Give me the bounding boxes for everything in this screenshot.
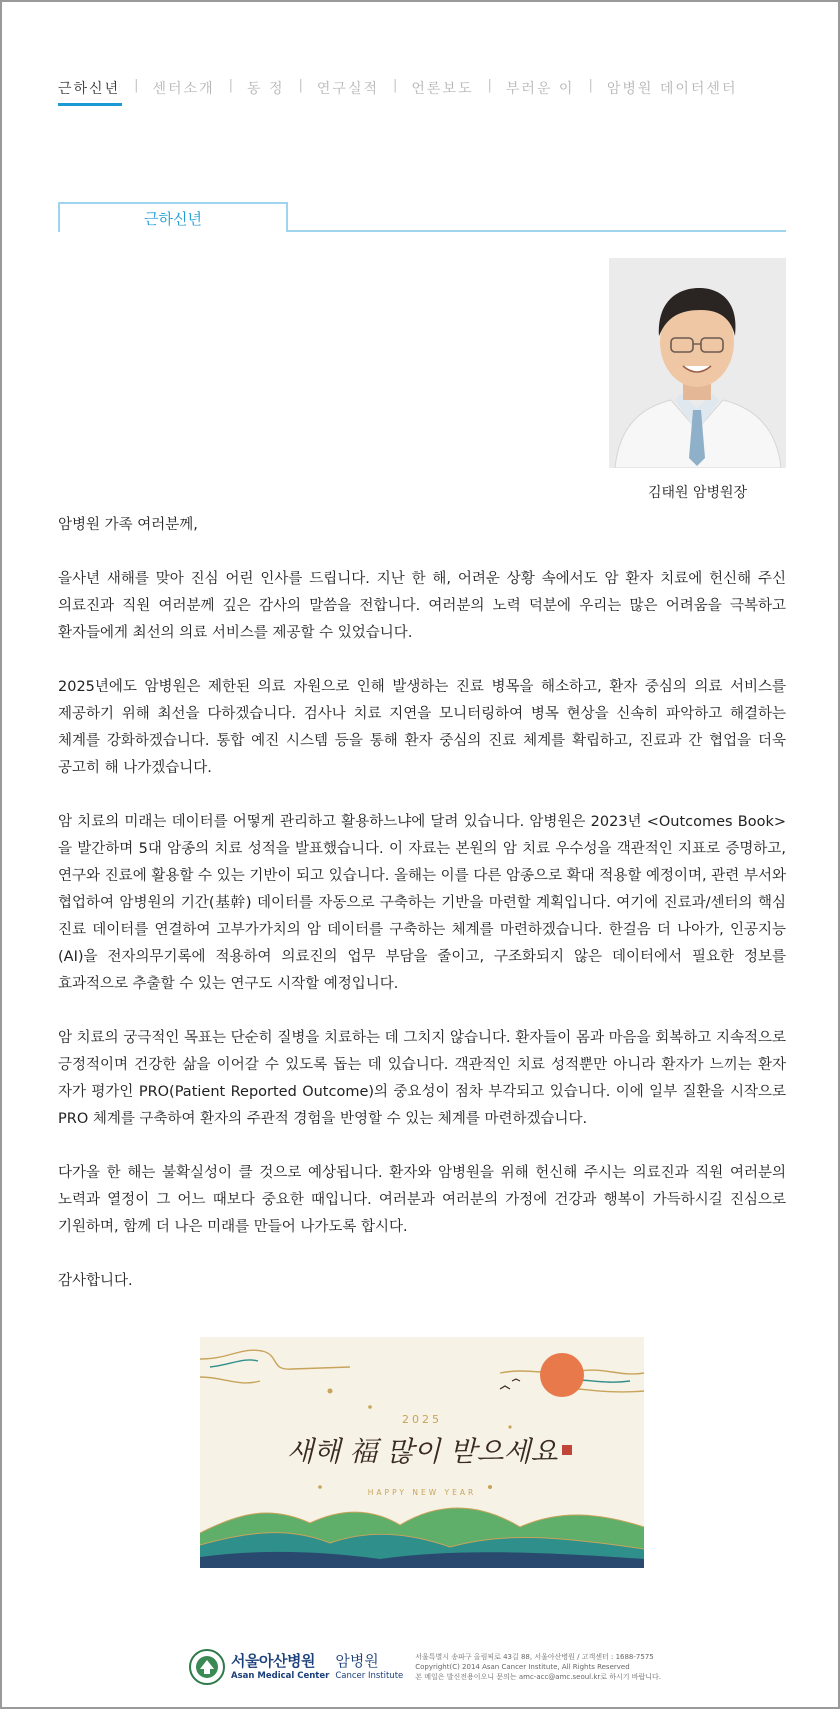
letter-paragraph: 암 치료의 미래는 데이터를 어떻게 관리하고 활용하느냐에 달려 있습니다. 암병원은 2023년 <Outcomes Book>을 발간하며 5대 암종의 치료 성적을 발표했습니다. 이 자료는 본원의 암 치료 우수성을 객관적인 지표로 증명하고, 연구와 진료에 활용할 수 있는 기반이 되고 있습니다. 올해는 이를 다른 암종으로 확대 적용할 예정이며, 관련 부서와 협업하여 암병원의 기간(基幹) 데이터를 자동으로 구축하는 기반을 마련할 계획입니다. 여기에 진료과/센터의 핵심 진료 데이터를 연결하여 고부가가치의 암 데이터를 구축하는 체계를 마련하겠습니다. 한걸음 더 나아가, 인공지능(AI)을 전자의무기록에 적용하여 의료진의 업무 부담을 줄이고, 구조화되지 않은 데이터에서 필요한 정보를 효과적으로 추출할 수 있는 연구도 시작할 예정입니다. [58,814,786,992]
nav-separator: | [134,78,139,93]
top-navigation [58,78,788,108]
nav-item-6[interactable]: 암병원 데이터센터 [606,81,738,97]
brand-name-ko: 서울아산병원 [231,1651,315,1670]
nav-item-1[interactable]: 센터소개 [152,81,215,97]
hospital-logo-icon [189,1649,225,1685]
sun-icon [540,1353,584,1397]
letter-body [58,512,786,1322]
letter-paragraph: 2025년에도 암병원은 제한된 의료 자원으로 인해 발생하는 진료 병목을 해소하고, 환자 중심의 의료 서비스를 제공하기 위해 최선을 다하겠습니다. 검사나 치료 지연을 모니터링하여 병목 현상을 신속히 파악하고 해결하는 체계를 강화하겠습니다. 통합 예진 시스템 등을 통해 환자 중심의 진료 체계를 확립하고, 진료과 간 협업을 더욱 공고히 해 나가겠습니다. [58,679,786,776]
nav-item-2[interactable]: 동 정 [247,81,285,97]
footer [189,1647,661,1687]
brand-name [231,1651,330,1681]
letter-paragraph: 암 치료의 궁극적인 목표는 단순히 질병을 치료하는 데 그치지 않습니다. 환자들이 몸과 마음을 회복하고 지속적으로 긍정적이며 건강한 삶을 이어갈 수 있도록 돕는 데 있습니다. 객관적인 치료 성적뿐만 아니라 환자가 느끼는 환자 자가 평가인 PRO(Patient Reported Outcome)의 중요성이 점차 부각되고 있습니다. 이에 일부 질환을 시작으로 PRO 체계를 구축하여 환자의 주관적 경험을 반영할 수 있는 체계를 마련하겠습니다. [58,1030,786,1127]
brand-name-en: Asan Medical Center [231,1670,330,1681]
letter-closing: 감사합니다. [58,1273,133,1289]
institute-name-en: Cancer Institute [335,1670,404,1681]
card-greeting: 새해 福 많이 받으세요 [286,1435,558,1468]
institute-name-ko: 암병원 [335,1651,379,1670]
letter-greeting: 암병원 가족 여러분께, [58,517,198,533]
nav-item-5[interactable]: 부러운 이 [505,81,575,97]
letter-paragraph: 을사년 새해를 맞아 진심 어린 인사를 드립니다. 지난 한 해, 어려운 상황 속에서도 암 환자 치료에 헌신해 주신 의료진과 직원 여러분께 깊은 감사의 말씀을 전합니다. 여러분의 노력 덕분에 우리는 많은 어려움을 극복하고 환자들에게 최선의 의료 서비스를 제공할 수 있었습니다. [58,571,786,641]
nav-separator: | [298,78,303,93]
portrait-caption: 김태원 암병원장 [647,485,748,501]
footer-info [415,1652,661,1682]
card-subtitle: HAPPY NEW YEAR [367,1488,477,1497]
director-portrait [609,258,786,468]
footer-copyright: Copyright(C) 2014 Asan Cancer Institute, All Rights Reserved [415,1663,630,1671]
section-title: 근하신년 [58,202,288,232]
nav-item-4[interactable]: 언론보도 [411,81,474,97]
footer-address: 서울특별시 송파구 올림픽로 43길 88, 서울아산병원 / 고객센터 : 1688-7575 [415,1653,654,1661]
nav-separator: | [393,78,398,93]
footer-notice: 본 메일은 발신전용이오니 문의는 amc-acc@amc.seoul.kr로 하시기 바랍니다. [415,1673,662,1681]
nav-item-3[interactable]: 연구실적 [316,81,379,97]
nav-separator: | [487,78,492,93]
nav-separator: | [228,78,233,93]
institute-name [335,1651,404,1681]
letter-paragraph: 다가올 한 해는 불확실성이 클 것으로 예상됩니다. 환자와 암병원을 위해 헌신해 주시는 의료진과 직원 여러분의 노력과 열정이 그 어느 때보다 중요한 때입니다. 여러분과 여러분의 가정에 건강과 행복이 가득하시길 진심으로 기원하며, 함께 더 나은 미래를 만들어 나가도록 합시다. [58,1165,786,1235]
new-year-card [200,1337,644,1568]
nav-item-0[interactable]: 근하신년 [58,78,120,106]
nav-separator: | [588,78,593,93]
card-year: 2025 [402,1413,442,1426]
